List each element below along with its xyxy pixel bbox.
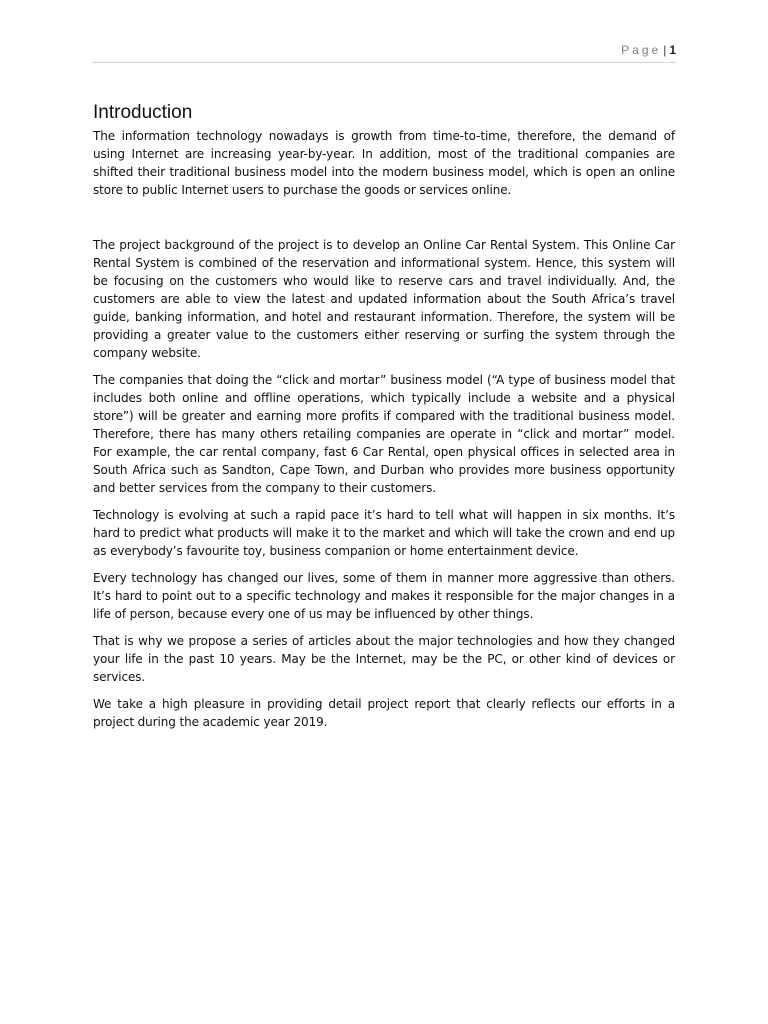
page-label: Page bbox=[621, 43, 662, 57]
page-header bbox=[92, 42, 676, 63]
page-number: 1 bbox=[669, 43, 676, 57]
document-body bbox=[93, 102, 675, 740]
paragraph-4: Technology is evolving at such a rapid pace it’s hard to tell what will happen in six months. It’s hard to predict what products will make it to the market and which will take the crown and end up as everybody’s favourite toy, business companion or home entertainment device. bbox=[93, 508, 675, 558]
paragraph-6: That is why we propose a series of articles about the major technologies and how they changed your life in the past 10 years. May be the Internet, may be the PC, or other kind of devices or services. bbox=[93, 634, 675, 684]
section-heading: Introduction bbox=[93, 102, 193, 123]
paragraph-7: We take a high pleasure in providing detail project report that clearly reflects our efforts in a project during the academic year 2019. bbox=[93, 697, 675, 729]
paragraph-2: The project background of the project is to develop an Online Car Rental System. This Online Car Rental System is combined of the reservation and informational system. Hence, this system will be focusing on the customers who would like to reserve cars and travel individually. And, the customers are able to view the latest and updated information about the South Africa’s travel guide, banking information, and hotel and restaurant information. Therefore, the system will be providing a greater value to the customers either reserving or surfing the system through the company website. bbox=[93, 238, 675, 360]
page-separator: | bbox=[663, 43, 667, 57]
paragraph-3: The companies that doing the “click and mortar” business model (“A type of business model that includes both online and offline operations, which typically include a website and a physical store”) will be greater and earning more profits if compared with the traditional business model. Therefore, there has many others retailing companies are operate in “click and mortar” model. For example, the car rental company, fast 6 Car Rental, open physical offices in selected area in South Africa such as Sandton, Cape Town, and Durban who provides more business opportunity and better services from the company to their customers. bbox=[93, 373, 675, 495]
paragraph-5: Every technology has changed our lives, some of them in manner more aggressive than others. It’s hard to point out to a specific technology and makes it responsible for the major changes in a life of person, because every one of us may be influenced by other things. bbox=[93, 571, 675, 621]
paragraph-1: The information technology nowadays is growth from time-to-time, therefore, the demand of using Internet are increasing year-by-year. In addition, most of the traditional companies are shifted their traditional business model into the modern business model, which is open an online store to public Internet users to purchase the goods or services online. bbox=[93, 129, 675, 197]
